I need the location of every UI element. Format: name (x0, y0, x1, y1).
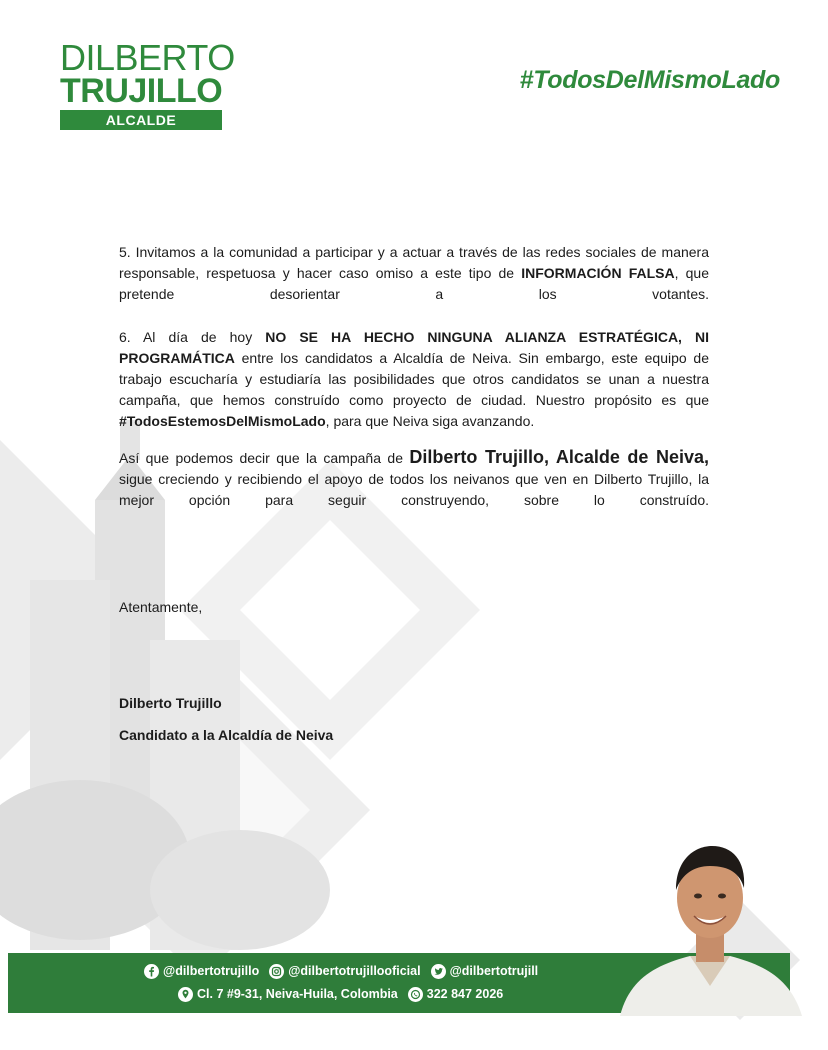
paragraph-7 (119, 447, 709, 511)
paragraph-7-bold: Dilberto Trujillo, Alcalde de Neiva, (409, 447, 710, 467)
paragraph-5-bold: INFORMACIÓN FALSA (521, 265, 675, 281)
paragraph-7-text: Así que podemos decir que la campaña de (119, 450, 410, 466)
facebook-icon (144, 964, 159, 979)
contact-info (178, 985, 503, 1003)
campaign-hashtag: #TodosDelMismoLado (519, 66, 780, 94)
office-address: Cl. 7 #9-31, Neiva-Huila, Colombia (197, 987, 398, 1001)
campaign-logo (60, 37, 235, 130)
logo-first-name: DILBERTO (60, 37, 235, 78)
paragraph-6-middle: entre los candidatos a Alcaldía de Neiva. Sin embargo, este equipo de trabajo escucharía y estudiaría las posibilidades que otros candidatos se unan a nuestra campaña, que hemos construído como proyecto de ciudad. Nuestro propósito es que (119, 350, 709, 408)
location-pin-icon (178, 987, 193, 1002)
phone-number: 322 847 2026 (426, 987, 504, 1001)
instagram-handle[interactable]: @dilbertotrujillooficial (288, 964, 421, 978)
paragraph-6-end: , para que Neiva siga avanzando. (325, 413, 535, 429)
twitter-handle[interactable]: @dilbertotrujill (449, 964, 539, 978)
facebook-handle[interactable]: @dilbertotrujillo (163, 964, 260, 978)
candidate-portrait (610, 836, 810, 1016)
whatsapp-icon (408, 987, 423, 1002)
signature-name: Dilberto Trujillo (119, 695, 222, 711)
paragraph-5-text: 5. Invitamos a la comunidad a participar y a actuar a través de las redes sociales de manera responsable, respetuosa y hacer caso omiso a este tipo de (119, 244, 709, 281)
closing-salutation: Atentamente, (119, 599, 203, 615)
paragraph-6 (119, 327, 709, 432)
paragraph-5 (119, 242, 709, 305)
social-links (144, 962, 538, 980)
logo-role-badge: ALCALDE (60, 110, 222, 130)
signature-role: Candidato a la Alcaldía de Neiva (119, 727, 334, 743)
paragraph-6-text: 6. Al día de hoy (119, 329, 266, 345)
paragraph-6-hashtag: #TodosEstemosDelMismoLado (119, 413, 326, 429)
paragraph-7-end: sigue creciendo y recibiendo el apoyo de todos los neivanos que ven en Dilberto Trujillo, la mejor opción para seguir construyendo, sobre lo construído. (119, 471, 709, 508)
paragraph-6-bold: NO SE HA HECHO NINGUNA ALIANZA ESTRATÉGICA, NI PROGRAMÁTICA (119, 329, 710, 366)
twitter-icon (431, 964, 446, 979)
instagram-icon (269, 964, 284, 979)
paragraph-5-end: , que pretende desorientar a los votantes. (119, 265, 710, 302)
logo-last-name: TRUJILLO (60, 72, 223, 110)
